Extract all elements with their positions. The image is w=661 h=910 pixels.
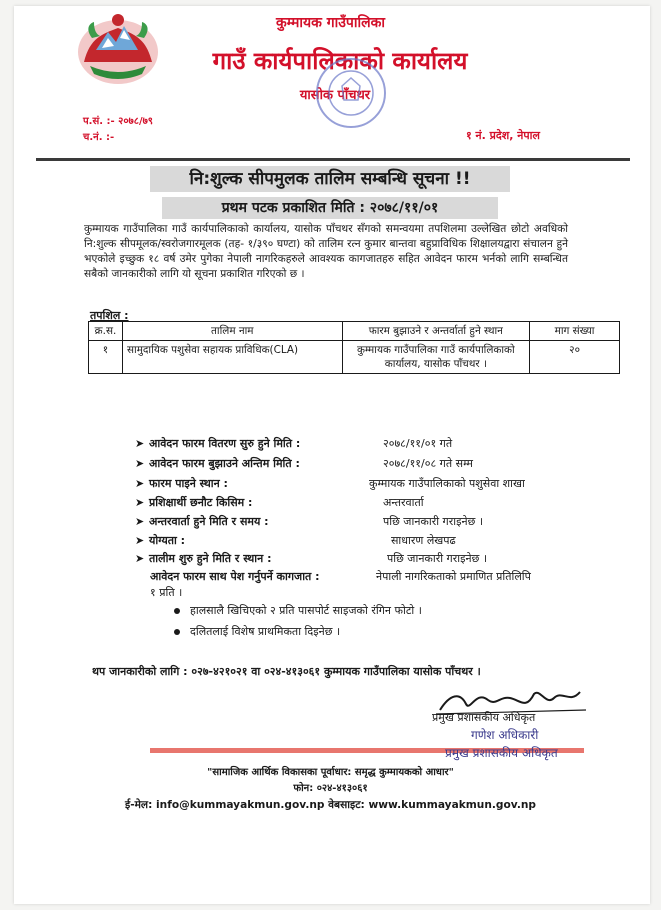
training-table (88, 321, 620, 374)
detail-value: पछि जानकारी गराइनेछ । (387, 552, 487, 565)
col-venue: फारम बुझाउने र अन्तर्वार्ता हुने स्थान (342, 322, 530, 341)
bullet-icon (174, 629, 180, 635)
footer-phone: फोन: ०२४-४१३०६१ (293, 783, 368, 794)
table-row (89, 341, 620, 374)
detail-value: २०७८/११/०८ गते सम्म (383, 457, 473, 470)
footer-email-website: ई-मेल: info@kummayakmun.gov.np वेबसाइट: www.kummayakmun.gov.np (125, 799, 536, 811)
col-training-name: तालिम नाम (122, 322, 342, 341)
detail-value: पछि जानकारी गराइनेछ । (383, 515, 483, 528)
arrow-icon: ➤ (135, 437, 145, 450)
cell-seats: २० (530, 341, 620, 374)
cell-training-name: सामुदायिक पशुसेवा सहायक प्राविधिक(CLA) (122, 341, 342, 374)
arrow-icon: ➤ (135, 457, 145, 470)
list-item (174, 624, 340, 639)
detail-value: अन्तरवार्ता (383, 496, 424, 509)
detail-label: तालीम शुरु हुने मिति र स्थान : (149, 552, 272, 565)
arrow-icon: ➤ (135, 534, 145, 547)
arrow-icon: ➤ (135, 477, 145, 490)
detail-label: योग्यता : (149, 534, 186, 547)
header-divider (36, 158, 630, 161)
cell-venue: कुम्मायक गाउँपालिका गाउँ कार्यपालिकाको कार्यालय, यासोक पाँचथर । (342, 341, 530, 374)
documents-value-cont: १ प्रति । (150, 586, 183, 599)
detail-label: प्रशिक्षार्थी छनौट किसिम : (149, 496, 253, 509)
bullet-icon (174, 608, 180, 614)
contact-line: थप जानकारीको लागि : ०२७-४२१०२१ वा ०२४-४१३०६१ कुम्मायक गाउँपालिका यासोक पाँचथर । (92, 665, 481, 678)
signatory-stamp-title: प्रमुख प्रशासकीय अधिकृत (445, 746, 558, 760)
detail-value: साधारण लेखपढ (391, 534, 456, 547)
detail-label: फारम पाइने स्थान : (149, 477, 228, 490)
signatory-title: प्रमुख प्रशासकीय अधिकृत (432, 711, 536, 724)
col-serial: क्र.स. (89, 322, 123, 341)
list-item (174, 603, 422, 618)
office-location: यासोक पाँचथर (299, 88, 371, 103)
province-address: १ नं. प्रदेश, नेपाल (466, 129, 540, 142)
documents-value: नेपाली नागरिकताको प्रमाणित प्रतिलिपि (376, 570, 531, 583)
arrow-icon: ➤ (135, 515, 145, 528)
cell-serial: १ (89, 341, 123, 374)
reference-number: प.सं. :- २०७८/७९ (83, 116, 154, 127)
detail-label: आवेदन फारम वितरण सुरु हुने मिति : (149, 437, 301, 450)
detail-value: कुम्मायक गाउँपालिकाको पशुसेवा शाखा (369, 477, 525, 490)
details-heading: तपशिल : (90, 309, 129, 322)
documents-label: आवेदन फारम साथ पेश गर्नुपर्ने कागजात : (150, 570, 320, 583)
detail-label: अन्तरवार्ता हुने मिति र समय : (149, 515, 269, 528)
arrow-icon: ➤ (135, 496, 145, 509)
office-name: गाउँ कार्यपालिकाको कार्यालय (212, 47, 468, 75)
table-header-row (89, 322, 620, 341)
signatory-name: गणेश अधिकारी (471, 728, 539, 742)
dispatch-number: च.नं. :- (83, 132, 115, 143)
col-seats: माग संख्या (530, 322, 620, 341)
bullet-text: दलितलाई विशेष प्राथमिकता दिइनेछ । (190, 625, 341, 638)
notice-title: नि:शुल्क सीपमुलक तालिम सम्बन्धि सूचना !! (150, 166, 510, 192)
arrow-icon: ➤ (135, 552, 145, 565)
municipality-name: कुम्मायक गाउँपालिका (276, 15, 385, 31)
footer-motto: "सामाजिक आर्थिक विकासका पूर्वाधार: समृद्ध कुम्मायकको आधार" (207, 767, 454, 778)
notice-body: कुम्मायक गाउँपालिका गाउँ कार्यपालिकाको कार्यालय, यासोक पाँचथर सँगको समन्वयमा तपशिलमा उल्लेखित छोटो अवधिको नि:शुल्क सीपमूलक/स्वरोजगारमूलक (तह- १/३९० घण्टा) को तालिम रत्न कुमार बान्तवा बहुप्राविधिक शिक्षालयद्वारा संचालन हुने भएकोले इच्छुक १८ वर्ष उमेर पुगेका नेपाली नागरिकहरुले आवश्यक कागजातहरु सहित आवेदन फारम भर्नको लागि सम्बन्धित सबैको जानकारीको लागि यो सूचना प्रकाशित गरिएको छ । (84, 223, 568, 280)
detail-value: २०७८/११/०१ गते (383, 437, 453, 450)
detail-label: आवेदन फारम बुझाउने अन्तिम मिति : (149, 457, 300, 470)
notice-publish-date: प्रथम पटक प्रकाशित मिति : २०७८/११/०१ (162, 197, 498, 219)
bullet-text: हालसालै खिचिएको २ प्रति पासपोर्ट साइजको रंगिन फोटो । (190, 604, 422, 617)
office-stamp-icon (314, 56, 388, 130)
